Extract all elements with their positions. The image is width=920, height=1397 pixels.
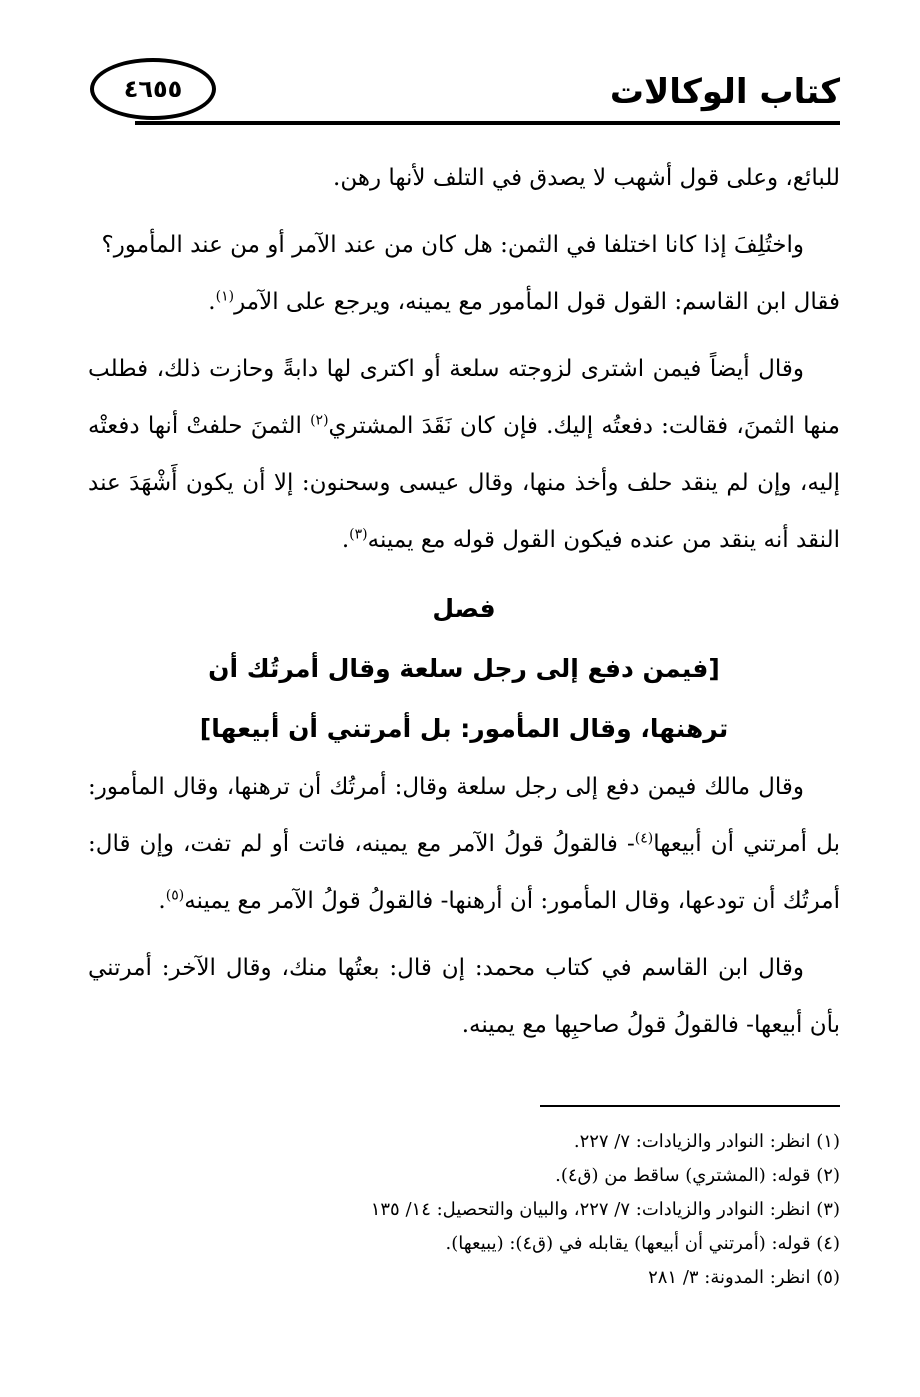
paragraph-4 xyxy=(88,341,840,569)
paragraph-4-end: . xyxy=(341,527,350,553)
book-title: كتاب الوكالات xyxy=(609,72,840,112)
section-title: فصل xyxy=(432,594,496,623)
footnote-ref-5: (٥) xyxy=(165,887,185,904)
paragraph-5-text-a: وقال مالك فيمن دفع إلى رجل سلعة وقال: أمرتُك أن ترهنها، وقال المأمور: بل أمرتني أن أبيعها xyxy=(88,774,840,857)
footnotes xyxy=(80,1125,840,1295)
footnote-4: (٤) قوله: (أمرتني أن أبيعها) يقابله في (ق٤): (يبيعها). xyxy=(445,1233,840,1254)
page-number: ٤٦٥٥ xyxy=(123,75,183,103)
paragraph-3-end: . xyxy=(208,289,216,315)
paragraph-1: للبائع، وعلى قول أشهب لا يصدق في التلف لأنها رهن. xyxy=(333,165,840,191)
paragraph-5 xyxy=(88,759,840,930)
paragraph-5-end: . xyxy=(158,888,166,914)
paragraph-6: وقال ابن القاسم في كتاب محمد: إن قال: بعتُها منك، وقال الآخر: أمرتني بأن أبيعها- فالقولُ قولُ صاحبِها مع يمينه. xyxy=(88,955,840,1038)
footnote-ref-1: (١) xyxy=(215,288,235,305)
footnote-2: (٢) قوله: (المشتري) ساقط من (ق٤). xyxy=(555,1165,840,1186)
section-subtitle-line-2: ترهنها، وقال المأمور: بل أمرتني أن أبيعها] xyxy=(199,714,729,743)
footnote-5: (٥) انظر: المدونة: ٣/ ٢٨١ xyxy=(648,1267,840,1288)
paragraph-4-text-a: وقال أيضاً فيمن اشترى لزوجته سلعة أو اكترى لها دابةً وحازت ذلك، فطلب منها الثمنَ، فقالت: دفعتُه إليك. فإن كان نَقَدَ المشتري xyxy=(88,356,840,439)
section-heading xyxy=(88,579,840,759)
paragraph-5-text-b: - فالقولُ قولُ الآمر مع يمينه، فاتت أو لم تفت، وإن قال: أمرتُك أن تودعها، وقال المأمور: أن أرهنها- فالقولُ قولُ الآمر مع يمينه xyxy=(88,831,840,914)
footnote-ref-3: (٣) xyxy=(349,526,368,543)
body-text xyxy=(88,150,840,1054)
paragraph-3 xyxy=(88,274,840,331)
header-rule xyxy=(135,121,840,125)
footnote-3: (٣) انظر: النوادر والزيادات: ٧/ ٢٢٧، والبيان والتحصيل: ١٤/ ١٣٥ xyxy=(370,1199,840,1220)
paragraph-3-text: فقال ابن القاسم: القول قول المأمور مع يمينه، ويرجع على الآمر xyxy=(234,289,840,315)
footnote-1: (١) انظر: النوادر والزيادات: ٧/ ٢٢٧. xyxy=(573,1131,840,1152)
page-number-oval xyxy=(90,58,216,120)
paragraph-4-text-b: الثمنَ حلفتْ أنها دفعتْه إليه، وإن لم ينقد حلف وأخذ منها، وقال عيسى وسحنون: إلا أن يكون أَشْهَدَ عند النقد أنه ينقد من عنده فيكون القول قوله مع يمينه xyxy=(88,413,840,553)
paragraph-2: واختُلِفَ إذا كانا اختلفا في الثمن: هل كان من عند الآمر أو من عند المأمور؟ xyxy=(101,232,804,258)
section-subtitle-line-1: [فيمن دفع إلى رجل سلعة وقال أمرتُك أن xyxy=(208,654,720,683)
footnote-ref-4: (٤) xyxy=(634,830,654,847)
footnote-ref-2: (٢) xyxy=(310,412,329,429)
page-header xyxy=(90,58,840,128)
footnote-separator xyxy=(540,1105,840,1107)
